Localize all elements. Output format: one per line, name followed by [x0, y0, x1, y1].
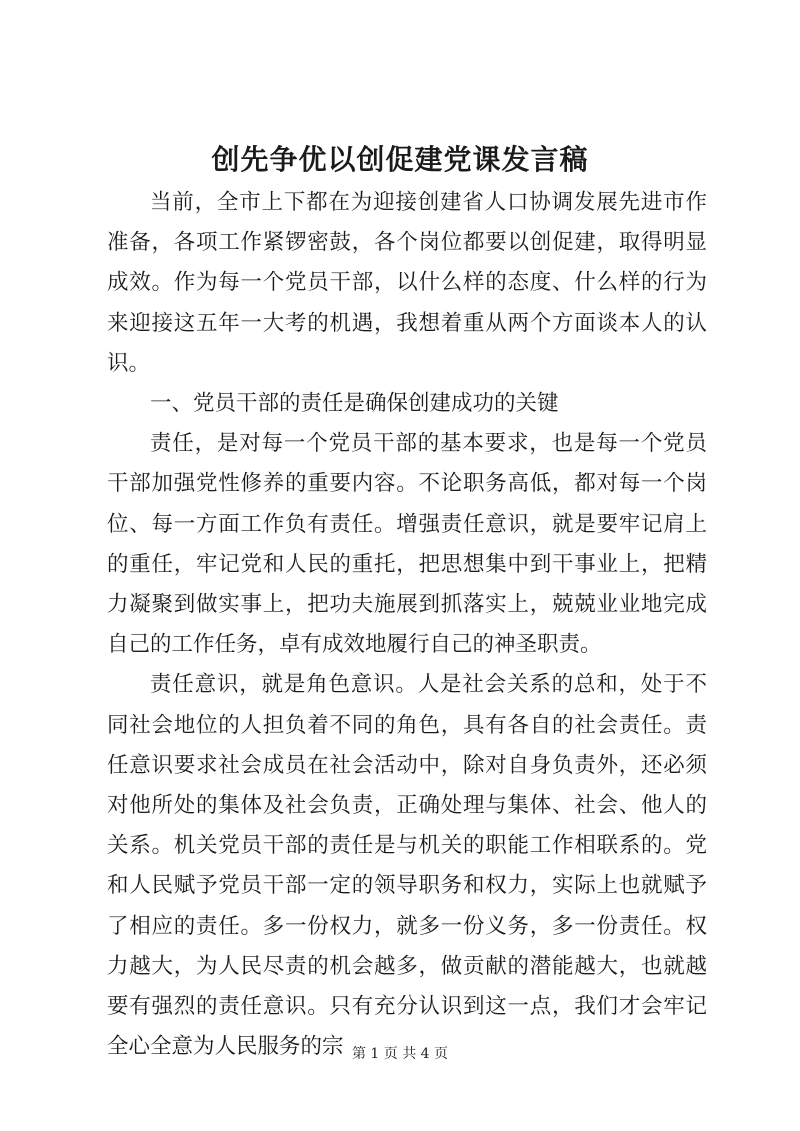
document-title: 创先争优以创促建党课发言稿 [211, 143, 589, 176]
page-footer: 第 1 页 共 4 页 [351, 1046, 449, 1062]
section-heading: 一、党员干部的责任是确保创建成功的关键 [150, 391, 559, 417]
paragraph-intro: 当前，全市上下都在为迎接创建省人口协调发展先进市作准备，各项工作紧锣密鼓，各个岗位都要以创促建，取得明显成效。作为每一个党员干部，以什么样的态度、什么样的行为来迎接这五年一大考的机遇，我想着重从两个方面谈本人的认识。 [107, 190, 707, 376]
document-body [107, 183, 707, 1067]
paragraph-responsibility: 责任，是对每一个党员干部的基本要求，也是每一个党员干部加强党性修养的重要内容。不论职务高低，都对每一个岗位、每一方面工作负有责任。增强责任意识，就是要牢记肩上的重任，牢记党和人民的重托，把思想集中到干事业上，把精力凝聚到做实事上，把功夫施展到抓落实上，兢兢业业地完成自己的工作任务，卓有成效地履行自己的神圣职责。 [107, 431, 707, 658]
paragraph-role-awareness: 责任意识，就是角色意识。人是社会关系的总和，处于不同社会地位的人担负着不同的角色，具有各自的社会责任。责任意识要求社会成员在社会活动中，除对自身负责外，还必须对他所处的集体及社会负责，正确处理与集体、社会、他人的关系。机关党员干部的责任是与机关的职能工作相联系的。党和人民赋予党员干部一定的领导职务和权力，实际上也就赋予了相应的责任。多一份权力，就多一份义务，多一份责任。权力越大，为人民尽责的机会越多，做贡献的潜能越大，也就越要有强烈的责任意识。只有充分认识到这一点，我们才会牢记全心全意为人民服务的宗 [107, 672, 707, 1060]
